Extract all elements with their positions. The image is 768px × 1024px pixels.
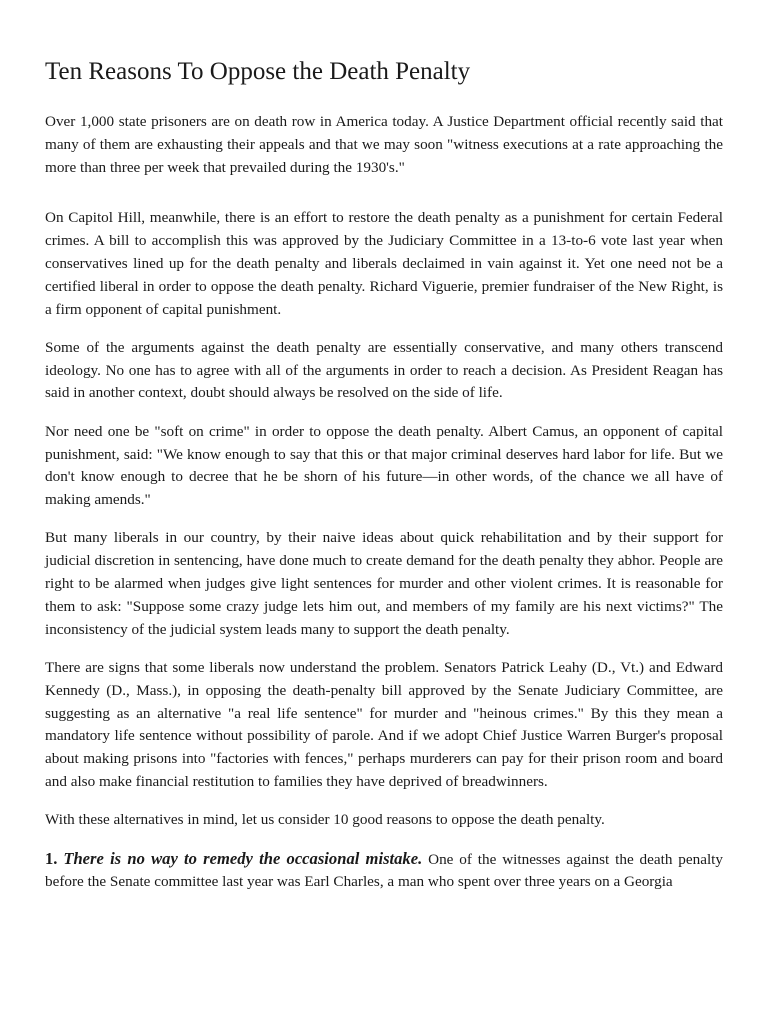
reason-1-paragraph: [45, 848, 723, 895]
reason-1-heading: There is no way to remedy the occasional mistake.: [63, 848, 423, 868]
paragraph-death-row: Over 1,000 state prisoners are on death row in America today. A Justice Department official recently said that many of them are exhausting their appeals and that we may soon "witness executions at a rate approaching the more than three per week that prevailed during the 1930's.": [45, 113, 723, 176]
paragraph-signs: There are signs that some liberals now understand the problem. Senators Patrick Leahy (D., Vt.) and Edward Kennedy (D., Mass.), in opposing the death-penalty bill approved by the Senate Judiciary Committee, are suggesting as an alternative "a real life sentence" for murder and "heinous crimes." By this they mean a mandatory life sentence without possibility of parole. And if we adopt Chief Justice Warren Burger's proposal about making prisons into "factories with fences," perhaps murderers can pay for their prison room and board and also make financial restitution to families they have deprived of breadwinners.: [45, 658, 723, 790]
reason-1-number: 1.: [45, 848, 58, 868]
reason-1-text: One of the witnesses against the death penalty before the Senate committee last year was Earl Charles, a man who spent over three years on a Georgia: [45, 850, 723, 891]
paragraph-liberals: But many liberals in our country, by their naive ideas about quick rehabilitation and by their support for judicial discretion in sentencing, have done much to create demand for the death penalty they abhor. People are right to be alarmed when judges give light sentences for murder and other violent crimes. It is reasonable for them to ask: "Suppose some crazy judge lets him out, and members of my family are his next victims?" The inconsistency of the judicial system leads many to support the death penalty.: [45, 529, 723, 638]
paragraph-alternatives: With these alternatives in mind, let us consider 10 good reasons to oppose the death penalty.: [45, 811, 605, 829]
document-page: [45, 52, 723, 894]
paragraph-arguments: Some of the arguments against the death penalty are essentially conservative, and many others transcend ideology. No one has to agree with all of the arguments in order to reach a decision. As President Reagan has said in another context, doubt should always be resolved on the side of life.: [45, 338, 723, 402]
paragraph-soft-on-crime: Nor need one be "soft on crime" in order to oppose the death penalty. Albert Camus, an opponent of capital punishment, said: "We know enough to say that this or that major criminal deserves hard labor for life. But we don't know enough to decree that he be shorn of his future—in other words, of the chance we all have of making amends.": [45, 422, 723, 509]
paragraph-capitol-hill: On Capitol Hill, meanwhile, there is an effort to restore the death penalty as a punishment for certain Federal crimes. A bill to accomplish this was approved by the Judiciary Committee in a 13-to-6 vote last year when conservatives lined up for the death penalty and liberals declaimed in vain against it. Yet one need not be a certified liberal in order to oppose the death penalty. Richard Viguerie, premier fundraiser of the New Right, is a firm opponent of capital punishment.: [45, 209, 723, 318]
document-title: Ten Reasons To Oppose the Death Penalty: [45, 58, 471, 85]
